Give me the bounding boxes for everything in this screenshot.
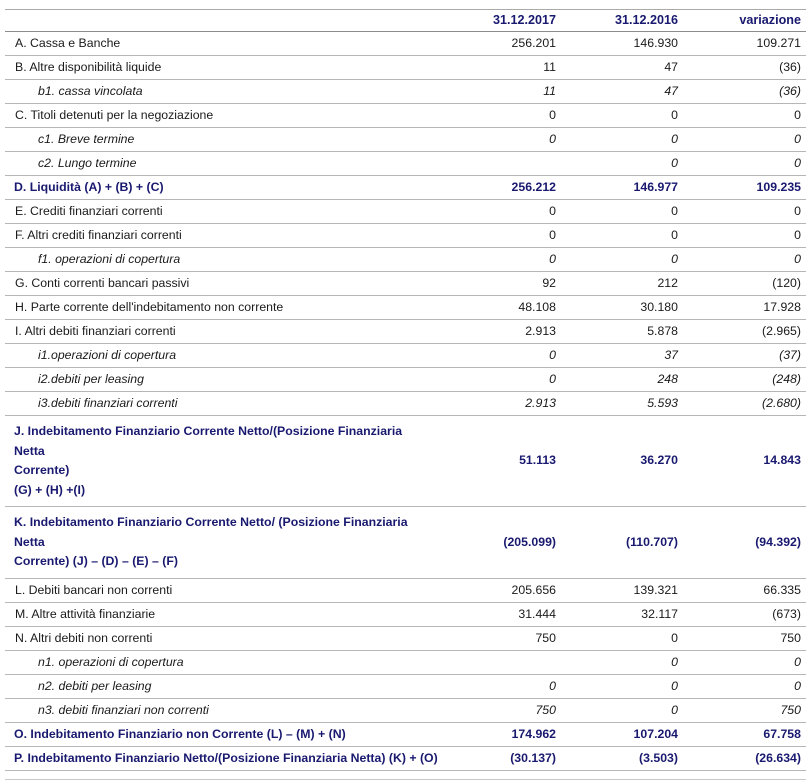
row-value-variazione: (120) <box>683 272 806 296</box>
table-body <box>5 32 806 771</box>
row-value-variazione: (36) <box>683 80 806 104</box>
row-value-variazione: 17.928 <box>683 296 806 320</box>
row-label <box>5 368 439 392</box>
row-label-line: P. Indebitamento Finanziario Netto/(Posizione Finanziaria Netta) (K) + (O) <box>14 750 438 765</box>
row-label-line: B. Altre disponibilità liquide <box>15 60 162 74</box>
row-value-variazione: (37) <box>683 344 806 368</box>
row-value-2017: 0 <box>439 104 561 128</box>
table-row <box>5 746 806 770</box>
row-value-2017: 92 <box>439 272 561 296</box>
row-value-2016: 146.977 <box>561 176 683 200</box>
row-label-line: A. Cassa e Banche <box>15 36 121 50</box>
table-header-row <box>5 10 806 32</box>
table-row <box>5 176 806 200</box>
row-value-2016: 0 <box>561 674 683 698</box>
row-value-variazione: (94.392) <box>683 507 806 579</box>
row-label-line: (G) + (H) +(I) <box>14 482 86 497</box>
row-label-line: C. Titoli detenuti per la negoziazione <box>15 108 214 122</box>
row-value-2016: 212 <box>561 272 683 296</box>
row-value-2017 <box>439 650 561 674</box>
row-label <box>5 344 439 368</box>
table-row <box>5 320 806 344</box>
row-label <box>5 650 439 674</box>
row-label-line: Corrente) (J) – (D) – (E) – (F) <box>14 554 178 568</box>
row-label <box>5 80 439 104</box>
row-label-line: c1. Breve termine <box>38 132 135 146</box>
row-label <box>5 416 439 507</box>
row-value-2017: 0 <box>439 344 561 368</box>
row-label <box>5 320 439 344</box>
row-value-2016: 107.204 <box>561 722 683 746</box>
row-label-line: f1. operazioni di copertura <box>38 252 181 266</box>
row-label-line: n2. debiti per leasing <box>38 678 152 693</box>
table-row <box>5 722 806 746</box>
row-value-variazione: (26.634) <box>683 746 806 770</box>
row-label <box>5 578 439 602</box>
row-value-2017: 2.913 <box>439 320 561 344</box>
table-row <box>5 578 806 602</box>
row-value-2016: (3.503) <box>561 746 683 770</box>
row-label-line: G. Conti correnti bancari passivi <box>15 276 190 290</box>
row-value-2017: 48.108 <box>439 296 561 320</box>
row-label-line: O. Indebitamento Finanziario non Corrente (L) – (M) + (N) <box>14 726 346 741</box>
row-label-line: n3. debiti finanziari non correnti <box>38 702 209 717</box>
row-value-2016: 146.930 <box>561 32 683 56</box>
row-value-2016: 37 <box>561 344 683 368</box>
row-value-2016: 0 <box>561 248 683 272</box>
row-value-2017: 0 <box>439 128 561 152</box>
row-label <box>5 224 439 248</box>
table-row <box>5 416 806 507</box>
row-label <box>5 722 439 746</box>
row-value-variazione: 0 <box>683 224 806 248</box>
row-value-variazione: 0 <box>683 152 806 176</box>
row-value-variazione: 66.335 <box>683 578 806 602</box>
row-value-2016: 139.321 <box>561 578 683 602</box>
row-value-2017: 0 <box>439 224 561 248</box>
table-footer <box>5 770 806 779</box>
row-value-variazione: (2.680) <box>683 392 806 416</box>
row-value-variazione: 750 <box>683 698 806 722</box>
row-label-line: b1. cassa vincolata <box>38 84 143 98</box>
row-value-variazione: 109.271 <box>683 32 806 56</box>
row-value-variazione: (248) <box>683 368 806 392</box>
row-label-line: i2.debiti per leasing <box>38 372 144 386</box>
table-row <box>5 344 806 368</box>
row-label-line: i3.debiti finanziari correnti <box>38 396 178 410</box>
net-financial-position-table <box>5 9 806 780</box>
row-value-2016: 47 <box>561 56 683 80</box>
row-label-line: N. Altri debiti non correnti <box>15 630 153 645</box>
row-value-2017: 11 <box>439 80 561 104</box>
table-row <box>5 272 806 296</box>
row-value-2016: 5.878 <box>561 320 683 344</box>
row-label <box>5 176 439 200</box>
row-label-line: E. Crediti finanziari correnti <box>15 204 163 218</box>
table-row <box>5 80 806 104</box>
row-label <box>5 56 439 80</box>
row-label-line: Corrente) <box>14 463 70 477</box>
row-value-2017: 0 <box>439 368 561 392</box>
table-row <box>5 368 806 392</box>
table-header <box>5 10 806 32</box>
row-value-2017: 31.444 <box>439 602 561 626</box>
table-row <box>5 626 806 650</box>
row-value-2017: (30.137) <box>439 746 561 770</box>
row-label-line: J. Indebitamento Finanziario Corrente Netto/(Posizione Finanziaria Netta <box>14 424 403 458</box>
row-label-line: i1.operazioni di copertura <box>38 348 177 362</box>
table-row <box>5 602 806 626</box>
table-row <box>5 104 806 128</box>
row-value-variazione: (36) <box>683 56 806 80</box>
table-row <box>5 56 806 80</box>
row-value-variazione: (673) <box>683 602 806 626</box>
row-value-variazione: 0 <box>683 674 806 698</box>
row-value-2016: 0 <box>561 128 683 152</box>
row-value-2016: 0 <box>561 626 683 650</box>
row-value-2016: 0 <box>561 650 683 674</box>
table-row <box>5 650 806 674</box>
row-value-2016: (110.707) <box>561 507 683 579</box>
table-row <box>5 128 806 152</box>
table-row <box>5 248 806 272</box>
row-value-variazione: 0 <box>683 248 806 272</box>
row-label <box>5 746 439 770</box>
row-label <box>5 626 439 650</box>
row-value-2016: 5.593 <box>561 392 683 416</box>
row-label <box>5 248 439 272</box>
row-value-variazione: 67.758 <box>683 722 806 746</box>
column-header-2017: 31.12.2017 <box>439 10 561 32</box>
row-label <box>5 674 439 698</box>
row-value-2016: 0 <box>561 152 683 176</box>
row-value-2017: 0 <box>439 248 561 272</box>
row-value-2017: 256.201 <box>439 32 561 56</box>
table-row <box>5 32 806 56</box>
table-row <box>5 674 806 698</box>
row-value-2016: 0 <box>561 200 683 224</box>
row-value-2017: 11 <box>439 56 561 80</box>
row-value-2017: 2.913 <box>439 392 561 416</box>
row-value-2016: 248 <box>561 368 683 392</box>
row-value-2017: 205.656 <box>439 578 561 602</box>
column-header-2016: 31.12.2016 <box>561 10 683 32</box>
table-row <box>5 152 806 176</box>
row-value-2016: 0 <box>561 698 683 722</box>
row-value-2017 <box>439 152 561 176</box>
row-value-variazione: 14.843 <box>683 416 806 507</box>
table-row <box>5 392 806 416</box>
row-value-2017: (205.099) <box>439 507 561 579</box>
row-value-2016: 47 <box>561 80 683 104</box>
row-label-line: n1. operazioni di copertura <box>38 654 184 669</box>
row-label-line: I. Altri debiti finanziari correnti <box>15 324 176 338</box>
row-label-line: D. Liquidità (A) + (B) + (C) <box>14 180 164 194</box>
table-row <box>5 507 806 579</box>
row-label-line: c2. Lungo termine <box>38 156 137 170</box>
row-value-variazione: 0 <box>683 200 806 224</box>
row-value-2016: 0 <box>561 104 683 128</box>
row-label <box>5 698 439 722</box>
row-value-variazione: 0 <box>683 650 806 674</box>
table-row <box>5 200 806 224</box>
row-label <box>5 104 439 128</box>
row-label <box>5 32 439 56</box>
row-value-variazione: 0 <box>683 104 806 128</box>
row-label-line: H. Parte corrente dell'indebitamento non corrente <box>15 300 284 314</box>
row-value-2017: 51.113 <box>439 416 561 507</box>
row-label-line: K. Indebitamento Finanziario Corrente Netto/ (Posizione Finanziaria Netta <box>14 515 408 549</box>
table-row <box>5 698 806 722</box>
column-header-variazione: variazione <box>683 10 806 32</box>
table-row <box>5 224 806 248</box>
row-value-2016: 32.117 <box>561 602 683 626</box>
table-closing-rule <box>5 770 806 779</box>
table-closing-rule-row <box>5 770 806 779</box>
row-label <box>5 200 439 224</box>
row-label <box>5 296 439 320</box>
row-label <box>5 128 439 152</box>
row-value-variazione: 750 <box>683 626 806 650</box>
row-label-line: L. Debiti bancari non correnti <box>15 582 173 597</box>
row-value-2017: 750 <box>439 698 561 722</box>
row-value-2017: 0 <box>439 674 561 698</box>
row-value-2017: 256.212 <box>439 176 561 200</box>
row-value-2016: 30.180 <box>561 296 683 320</box>
row-label <box>5 602 439 626</box>
row-label <box>5 152 439 176</box>
column-header-label <box>5 10 439 32</box>
row-value-variazione: 0 <box>683 128 806 152</box>
row-value-variazione: (2.965) <box>683 320 806 344</box>
table-row <box>5 296 806 320</box>
row-value-2017: 174.962 <box>439 722 561 746</box>
row-label <box>5 272 439 296</box>
row-label-line: F. Altri crediti finanziari correnti <box>15 228 182 242</box>
row-value-2017: 0 <box>439 200 561 224</box>
row-value-2017: 750 <box>439 626 561 650</box>
row-label-line: M. Altre attività finanziarie <box>15 606 156 621</box>
row-label <box>5 507 439 579</box>
row-label <box>5 392 439 416</box>
row-value-variazione: 109.235 <box>683 176 806 200</box>
row-value-2016: 36.270 <box>561 416 683 507</box>
row-value-2016: 0 <box>561 224 683 248</box>
